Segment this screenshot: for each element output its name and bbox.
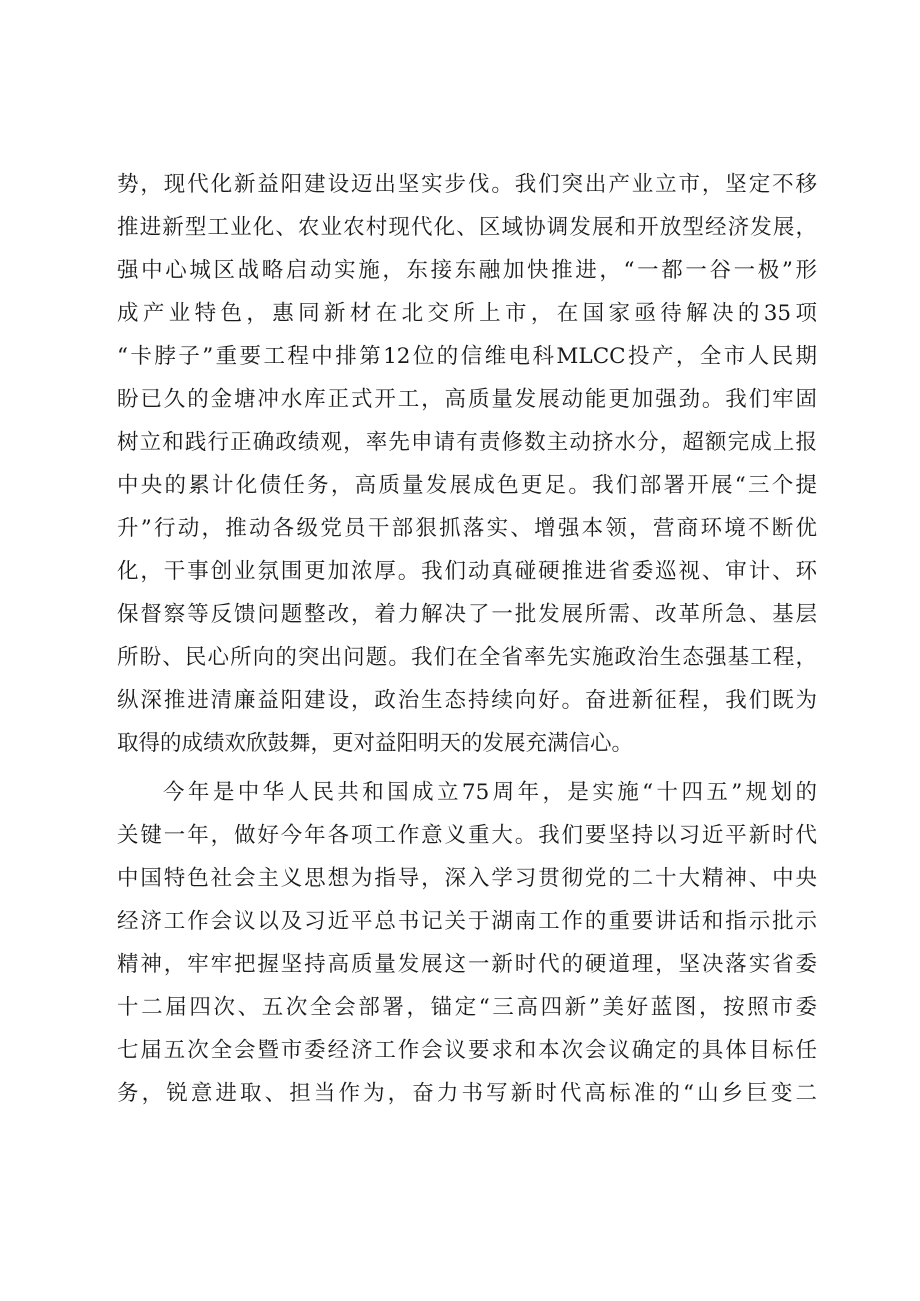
paragraph-1-line-6: 盼已久的金塘冲水库正式开工，高质量发展动能更加强劲。我们牢固 (117, 387, 817, 412)
paragraph-2-line-3: 中国特色社会主义思想为指导，深入学习贯彻党的二十大精神、中央 (117, 866, 817, 891)
paragraph-2-line-6: 十二届四次、五次全会部署，锚定“三高四新”美好蓝图，按照市委 (117, 995, 817, 1020)
paragraph-1-line-7: 树立和践行正确政绩观，率先申请有责修数主动挤水分，超额完成上报 (117, 430, 817, 455)
paragraph-2-line-4: 经济工作会议以及习近平总书记关于湖南工作的重要讲话和指示批示 (117, 909, 817, 934)
paragraph-1-line-14: 取得的成绩欢欣鼓舞，更对益阳明天的发展充满信心。 (117, 731, 634, 756)
paragraph-1-line-1: 势，现代化新益阳建设迈出坚实步伐。我们突出产业立市，坚定不移 (117, 172, 817, 197)
paragraph-1-line-12: 所盼、民心所向的突出问题。我们在全省率先实施政治生态强基工程， (117, 645, 817, 670)
paragraph-2-line-8: 务，锐意进取、担当作为，奋力书写新时代高标准的“山乡巨变二 (117, 1081, 817, 1106)
paragraph-1-line-4: 成产业特色，惠同新材在北交所上市，在国家亟待解决的35项 (117, 301, 817, 326)
paragraph-1-line-9: 升”行动，推动各级党员干部狠抓落实、增强本领，营商环境不断优 (117, 516, 817, 541)
paragraph-2-line-5: 精神，牢牢把握坚持高质量发展这一新时代的硬道理，坚决落实省委 (117, 952, 817, 977)
paragraph-1-line-8: 中央的累计化债任务，高质量发展成色更足。我们部署开展“三个提 (117, 473, 817, 498)
paragraph-2-line-1: 今年是中华人民共和国成立75周年，是实施“十四五”规划的 (163, 780, 817, 805)
paragraph-1-line-10: 化，干事创业氛围更加浓厚。我们动真碰硬推进省委巡视、审计、环 (117, 559, 817, 584)
paragraph-1-line-5: “卡脖子”重要工程中排第12位的信维电科MLCC投产，全市人民期 (117, 344, 817, 369)
paragraph-2-line-2: 关键一年，做好今年各项工作意义重大。我们要坚持以习近平新时代 (117, 823, 817, 848)
paragraph-1-line-11: 保督察等反馈问题整改，着力解决了一批发展所需、改革所急、基层 (117, 602, 817, 627)
paragraph-1-line-2: 推进新型工业化、农业农村现代化、区域协调发展和开放型经济发展， (117, 215, 817, 240)
paragraph-1-line-3: 强中心城区战略启动实施，东接东融加快推进，“一都一谷一极”形 (117, 258, 817, 283)
paragraph-1-line-13: 纵深推进清廉益阳建设，政治生态持续向好。奋进新征程，我们既为 (117, 688, 817, 713)
paragraph-2-line-7: 七届五次全会暨市委经济工作会议要求和本次会议确定的具体目标任 (117, 1038, 817, 1063)
